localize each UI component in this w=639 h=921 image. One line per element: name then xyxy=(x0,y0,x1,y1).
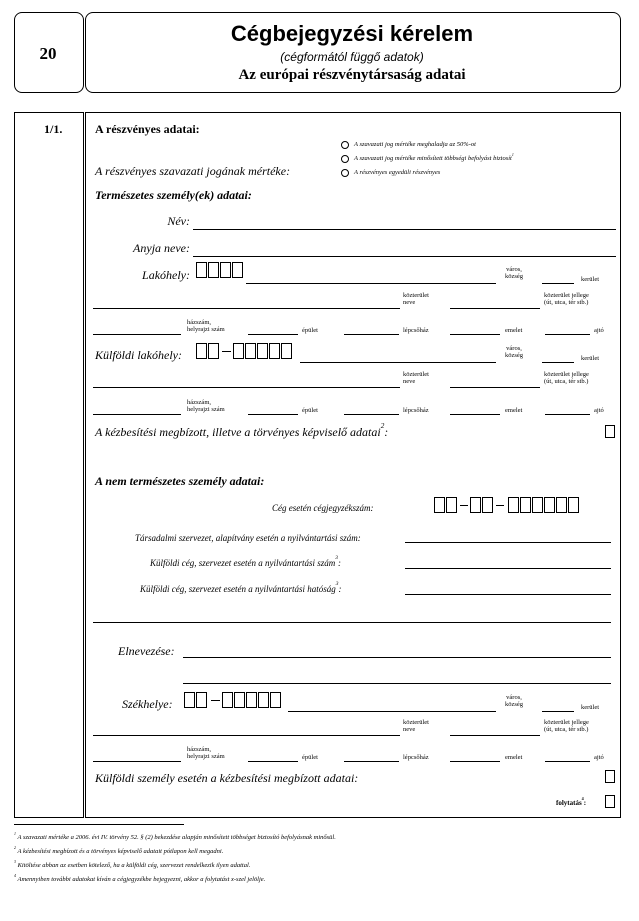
foreign-city-field[interactable] xyxy=(300,362,496,363)
foreign-street-type-label: közterület jellege (út, utca, tér stb.) xyxy=(544,371,589,385)
district-field[interactable] xyxy=(542,283,574,284)
postcode-cell[interactable] xyxy=(222,692,233,708)
civil-org-field[interactable] xyxy=(405,542,611,543)
seat-label: Székhelye: xyxy=(122,697,173,711)
company-reg-cell[interactable] xyxy=(568,497,579,513)
section-number: 1/1. xyxy=(44,122,63,136)
foreign-building-label: épület xyxy=(302,407,318,414)
foreign-district-field[interactable] xyxy=(542,362,574,363)
separator-line xyxy=(93,622,611,623)
foreign-residence-label: Külföldi lakóhely: xyxy=(95,348,182,362)
voting-radio-2[interactable] xyxy=(341,155,349,163)
continuation-label: folytatás$^4$: xyxy=(556,796,587,807)
seat-city-label: város, község xyxy=(504,694,524,708)
company-reg-label: Cég esetén cégjegyzékszám: xyxy=(272,503,374,513)
postcode-cell[interactable] xyxy=(269,343,280,359)
foreign-company-number-label: Külföldi cég, szervezet esetén a nyilvántartási szám$^3$: xyxy=(150,555,341,568)
natural-person-heading: Természetes személy(ek) adatai: xyxy=(95,188,252,202)
country-code-cell[interactable] xyxy=(196,692,207,708)
street-type-field[interactable] xyxy=(450,308,540,309)
postcode-cell[interactable] xyxy=(232,262,243,278)
foreign-company-authority-label: Külföldi cég, szervezet esetén a nyilvántartási hatóság$^3$: xyxy=(140,581,342,594)
foreign-floor-label: emelet xyxy=(505,407,523,414)
staircase-label: lépcsőház xyxy=(403,327,429,334)
postcode-cell[interactable] xyxy=(220,262,231,278)
city-label: város, község xyxy=(504,266,524,280)
foreign-company-authority-field[interactable] xyxy=(405,594,611,595)
seat-district-label: kerület xyxy=(581,704,600,711)
mother-name-field[interactable] xyxy=(193,256,616,257)
agent-label: A kézbesítési megbízott, illetve a törvényes képviselő adatai$^2$: xyxy=(95,422,389,439)
footnote-4: $^4$ Amennyiben további adatokat kíván a cégjegyzékbe bejegyezni, akkor a folytatást x-szel jelölje. xyxy=(14,874,266,883)
street-type-label: közterület jellege (út, utca, tér stb.) xyxy=(544,292,589,306)
seat-city-field[interactable] xyxy=(288,711,496,712)
section-number-box xyxy=(14,112,84,818)
foreign-building-field[interactable] xyxy=(248,414,298,415)
postcode-cell[interactable] xyxy=(233,343,244,359)
foreign-door-label: ajtó xyxy=(594,407,604,414)
postcode-cell[interactable] xyxy=(234,692,245,708)
footnote-separator xyxy=(14,824,184,825)
seat-door-field[interactable] xyxy=(545,761,590,762)
floor-field[interactable] xyxy=(450,334,500,335)
house-number-field[interactable] xyxy=(93,334,181,335)
voting-radio-1[interactable] xyxy=(341,141,349,149)
postcode-cell[interactable] xyxy=(257,343,268,359)
company-reg-cell[interactable] xyxy=(470,497,481,513)
foreign-street-name-label: közterület neve xyxy=(403,371,429,385)
foreign-floor-field[interactable] xyxy=(450,414,500,415)
footnote-2: $^2$ A kézbesítési megbízott és a törvényes képviselő adatait pótlapon kell megadni. xyxy=(14,846,224,855)
company-name-label: Elnevezése: xyxy=(118,644,175,658)
seat-floor-label: emelet xyxy=(505,754,523,761)
country-code-cell[interactable] xyxy=(184,692,195,708)
postcode-cell[interactable] xyxy=(246,692,257,708)
dash-icon xyxy=(222,351,231,352)
building-label: épület xyxy=(302,327,318,334)
district-label: kerület xyxy=(581,276,600,283)
mother-name-label: Anyja neve: xyxy=(133,241,190,255)
company-reg-cell[interactable] xyxy=(482,497,493,513)
postcode-cell[interactable] xyxy=(245,343,256,359)
country-code-cell[interactable] xyxy=(196,343,207,359)
postcode-cell[interactable] xyxy=(281,343,292,359)
company-name-field-2[interactable] xyxy=(183,683,611,684)
company-reg-cell[interactable] xyxy=(446,497,457,513)
section-title: Az európai részvénytársaság adatai xyxy=(238,67,466,83)
seat-door-label: ajtó xyxy=(594,754,604,761)
foreign-house-number-label: házszám, helyrajzi szám xyxy=(187,399,225,413)
company-reg-cell[interactable] xyxy=(556,497,567,513)
foreign-street-type-field[interactable] xyxy=(450,387,540,388)
voting-radio-3[interactable] xyxy=(341,169,349,177)
legal-person-heading: A nem természetes személy adatai: xyxy=(95,474,265,488)
form-subtitle: (cégformától függő adatok) xyxy=(280,50,424,64)
door-label: ajtó xyxy=(594,327,604,334)
agent-checkbox[interactable] xyxy=(605,425,615,438)
country-code-cell[interactable] xyxy=(208,343,219,359)
foreign-company-number-field[interactable] xyxy=(405,568,611,569)
floor-label: emelet xyxy=(505,327,523,334)
voting-option-1: A szavazati jog mértéke meghaladja az 50%-ot xyxy=(354,141,476,148)
door-field[interactable] xyxy=(545,334,590,335)
seat-street-type-label: közterület jellege (út, utca, tér stb.) xyxy=(544,719,589,733)
postcode-cell[interactable] xyxy=(258,692,269,708)
foreign-agent-label: Külföldi személy esetén a kézbesítési megbízott adatai: xyxy=(95,771,359,785)
staircase-field[interactable] xyxy=(344,334,399,335)
company-reg-cell[interactable] xyxy=(520,497,531,513)
company-reg-cell[interactable] xyxy=(508,497,519,513)
page-number: 20 xyxy=(39,44,57,63)
foreign-staircase-field[interactable] xyxy=(344,414,399,415)
dash-icon xyxy=(211,700,220,701)
seat-floor-field[interactable] xyxy=(450,761,500,762)
foreign-district-label: kerület xyxy=(581,355,600,362)
company-name-field[interactable] xyxy=(183,657,611,658)
civil-org-label: Társadalmi szervezet, alapítvány esetén a nyilvántartási szám: xyxy=(135,533,361,543)
foreign-door-field[interactable] xyxy=(545,414,590,415)
seat-district-field[interactable] xyxy=(542,711,574,712)
city-field[interactable] xyxy=(246,283,496,284)
foreign-agent-checkbox[interactable] xyxy=(605,770,615,783)
foreign-street-name-field[interactable] xyxy=(93,387,400,388)
foreign-staircase-label: lépcsőház xyxy=(403,407,429,414)
dash-icon xyxy=(496,505,504,506)
dash-icon xyxy=(460,505,468,506)
residence-label: Lakóhely: xyxy=(142,268,190,282)
continuation-checkbox[interactable] xyxy=(605,795,615,808)
seat-staircase-field[interactable] xyxy=(344,761,399,762)
shareholder-heading: A részvényes adatai: xyxy=(95,122,200,136)
company-reg-cell[interactable] xyxy=(434,497,445,513)
company-reg-cell[interactable] xyxy=(532,497,543,513)
seat-house-number-field[interactable] xyxy=(93,761,181,762)
foreign-city-label: város, község xyxy=(504,345,524,359)
voting-option-3: A részvényes egyedüli részvényes xyxy=(354,169,441,176)
form-title: Cégbejegyzési kérelem xyxy=(230,21,474,46)
postcode-cell[interactable] xyxy=(196,262,207,278)
building-field[interactable] xyxy=(248,334,298,335)
postcode-cell[interactable] xyxy=(270,692,281,708)
seat-street-name-label: közterület neve xyxy=(403,719,429,733)
foreign-house-number-field[interactable] xyxy=(93,414,181,415)
house-number-label: házszám, helyrajzi szám xyxy=(187,319,225,333)
postcode-cell[interactable] xyxy=(208,262,219,278)
name-label: Név: xyxy=(167,214,190,228)
seat-street-name-field[interactable] xyxy=(93,735,400,736)
seat-building-label: épület xyxy=(302,754,318,761)
seat-street-type-field[interactable] xyxy=(450,735,540,736)
voting-option-2: A szavazati jog mértéke minősített többségi befolyást biztosít$^1$ xyxy=(354,153,514,162)
street-name-label: közterület neve xyxy=(403,292,429,306)
seat-house-number-label: házszám, helyrajzi szám xyxy=(187,746,225,760)
footnote-3: $^3$ Kitöltése abban az esetben kötelező, ha a külföldi cég, szervezet rendelkezik ilyen adattal. xyxy=(14,860,251,869)
voting-label: A részvényes szavazati jogának mértéke: xyxy=(95,164,291,178)
company-reg-cell[interactable] xyxy=(544,497,555,513)
street-name-field[interactable] xyxy=(93,308,400,309)
name-field[interactable] xyxy=(193,229,616,230)
seat-building-field[interactable] xyxy=(248,761,298,762)
footnote-1: $^1$ A szavazati mértéke a 2006. évi IV. törvény 52. § (2) bekezdése alapján minősített többséget biztosító befolyásnak minősül. xyxy=(14,832,336,841)
seat-staircase-label: lépcsőház xyxy=(403,754,429,761)
